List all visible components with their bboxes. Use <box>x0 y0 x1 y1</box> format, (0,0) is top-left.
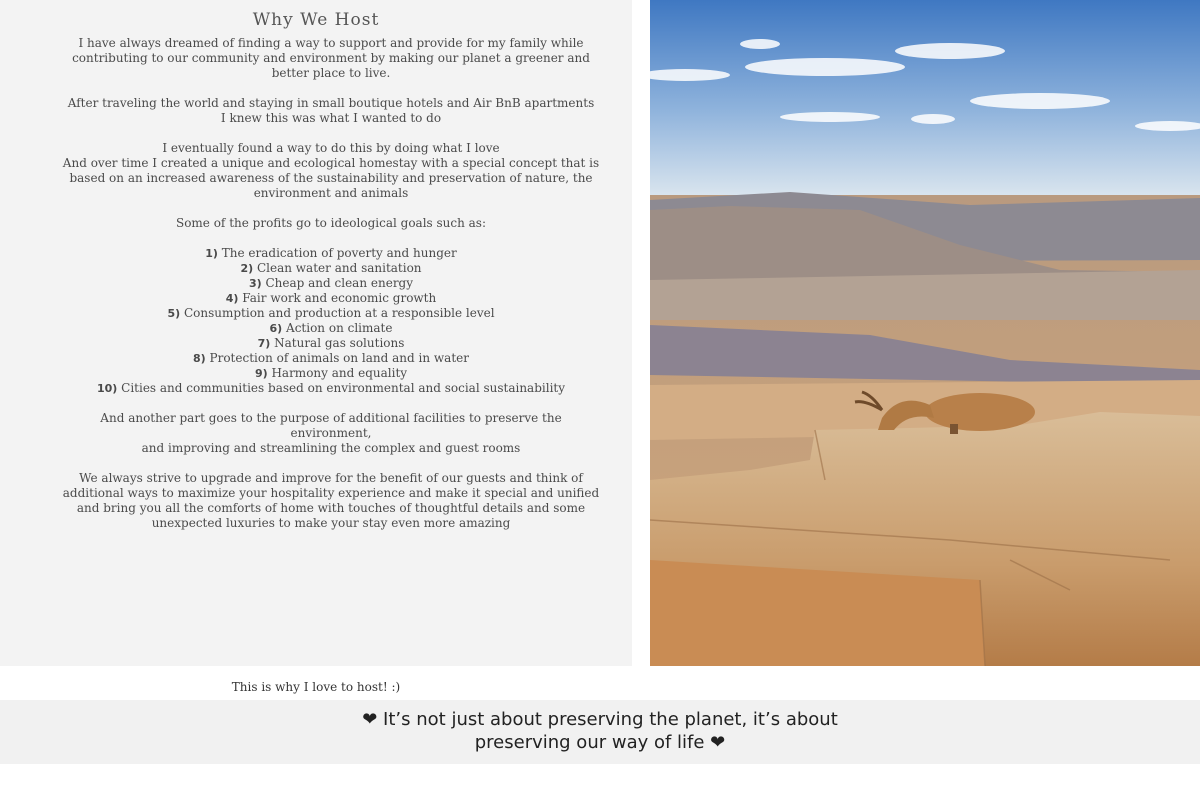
page-title: Why We Host <box>252 10 380 30</box>
goal-item: 5) Consumption and production at a responsible level <box>167 306 495 320</box>
goal-item: 4) Fair work and economic growth <box>225 291 437 305</box>
paragraph-homestay: I eventually found a way to do this by doing what I love And over time I created a unique and ecological homestay with a special concept that is based on an increased awareness of the sustainability and preservation of nature, the environment and animals <box>62 141 600 200</box>
quote-text <box>0 708 1200 754</box>
text-panel <box>0 0 632 666</box>
paragraph-profits: Some of the profits go to ideological goals such as: <box>175 216 487 230</box>
goal-item: 9) Harmony and equality <box>254 366 408 380</box>
quote-banner <box>0 700 1200 764</box>
goal-item: 8) Protection of animals on land and in water <box>193 351 469 365</box>
goal-item: 1) The eradication of poverty and hunger <box>205 246 457 260</box>
paragraph-facilities: And another part goes to the purpose of additional facilities to preserve the environment, and improving and streamlining the complex and guest rooms <box>100 411 562 455</box>
paragraph-upgrade: We always strive to upgrade and improve for the benefit of our guests and think of additional ways to maximize your hospitality experience and make it special and unified and bring you all the comforts of home with touches of thoughtful details and some unexpected luxuries to make your stay even more amazing <box>62 471 600 530</box>
goal-item: 10) Cities and communities based on environmental and social sustainability <box>96 381 566 395</box>
goal-item: 2) Clean water and sanitation <box>240 261 422 275</box>
goals-list <box>60 246 602 396</box>
goal-item: 6) Action on climate <box>269 321 393 335</box>
body-text <box>60 36 602 546</box>
quote-line-1: ❤ It’s not just about preserving the planet, it’s about <box>362 709 838 730</box>
goal-item: 7) Natural gas solutions <box>257 336 405 350</box>
closing-line: This is why I love to host! :) <box>231 680 401 694</box>
quote-line-2: preserving our way of life ❤ <box>474 732 726 753</box>
paragraph-dream: I have always dreamed of finding a way to support and provide for my family while contributing to our community and environment by making our planet a greener and better place to live. <box>72 36 590 80</box>
paragraph-travel: After traveling the world and staying in small boutique hotels and Air BnB apartments I knew this was what I wanted to do <box>67 96 595 125</box>
desert-ibex-photo <box>650 0 1200 666</box>
goal-item: 3) Cheap and clean energy <box>248 276 414 290</box>
